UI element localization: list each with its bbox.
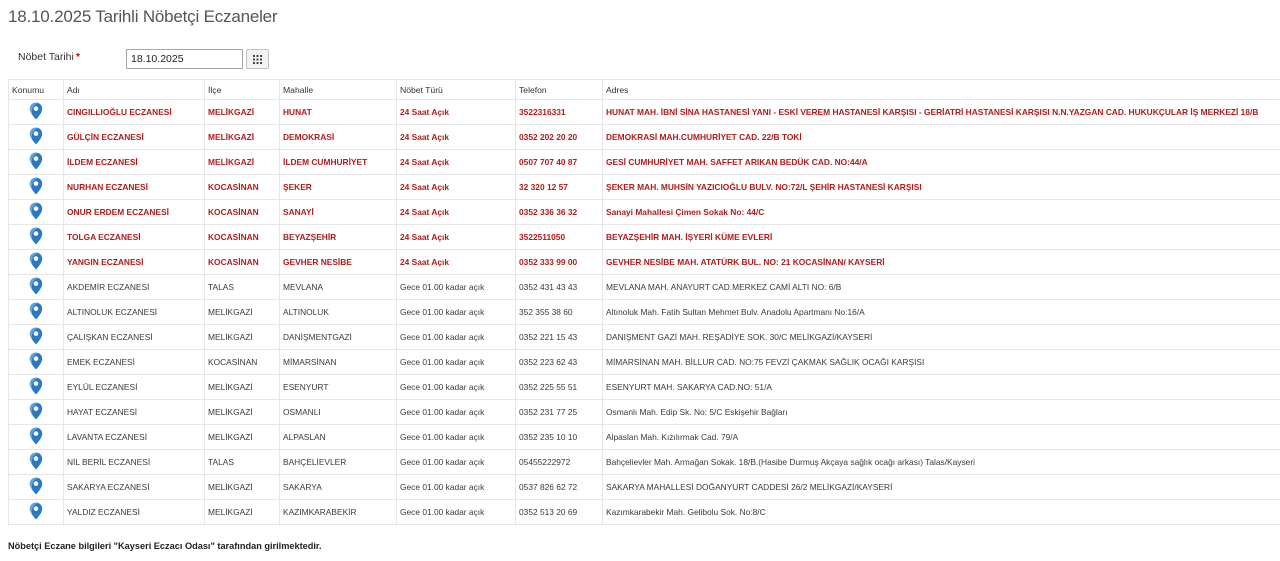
map-pin-icon[interactable] (29, 252, 43, 270)
address-cell: Kazımkarabekir Mah. Gelibolu Sok. No:8/C (603, 500, 1280, 525)
district-cell: MELİKGAZİ (205, 500, 280, 525)
map-pin-icon[interactable] (29, 477, 43, 495)
table-row[interactable] (9, 375, 1280, 400)
duty-type-cell: Gece 01.00 kadar açık (397, 400, 516, 425)
location-cell (9, 150, 64, 175)
duty-type-cell: 24 Saat Açık (397, 200, 516, 225)
table-row[interactable] (9, 500, 1280, 525)
pharmacy-name-cell: LAVANTA ECZANESİ (64, 425, 205, 450)
pharmacy-name-cell: GÜLÇİN ECZANESİ (64, 125, 205, 150)
location-cell (9, 200, 64, 225)
address-cell: Alpaslan Mah. Kızılırmak Cad. 79/A (603, 425, 1280, 450)
map-pin-icon[interactable] (29, 427, 43, 445)
duty-type-cell: Gece 01.00 kadar açık (397, 450, 516, 475)
address-cell: GESİ CUMHURİYET MAH. SAFFET ARIKAN BEDÜK CAD. NO:44/A (603, 150, 1280, 175)
pharmacy-table (8, 79, 1280, 525)
map-pin-icon[interactable] (29, 177, 43, 195)
pharmacy-name-cell: AKDEMİR ECZANESİ (64, 275, 205, 300)
map-pin-icon[interactable] (29, 227, 43, 245)
date-label: Nöbet Tarihi * (18, 51, 80, 63)
district-cell: MELİKGAZİ (205, 475, 280, 500)
district-cell: MELİKGAZİ (205, 425, 280, 450)
location-cell (9, 425, 64, 450)
location-cell (9, 100, 64, 125)
phone-cell: 0537 826 62 72 (516, 475, 603, 500)
address-cell: SAKARYA MAHALLESİ DOĞANYURT CADDESİ 26/2 MELİKGAZİ/KAYSERİ (603, 475, 1280, 500)
table-row[interactable] (9, 150, 1280, 175)
location-cell (9, 125, 64, 150)
duty-type-cell: 24 Saat Açık (397, 250, 516, 275)
pharmacy-name-cell: EYLÜL ECZANESİ (64, 375, 205, 400)
neighborhood-cell: ESENYURT (280, 375, 397, 400)
header-district[interactable]: İlçe (205, 80, 280, 100)
phone-cell: 3522316331 (516, 100, 603, 125)
required-mark: * (75, 51, 80, 63)
location-cell (9, 300, 64, 325)
duty-type-cell: 24 Saat Açık (397, 175, 516, 200)
neighborhood-cell: MİMARSİNAN (280, 350, 397, 375)
calendar-button[interactable] (246, 49, 269, 69)
phone-cell: 0352 221 15 43 (516, 325, 603, 350)
district-cell: KOCASİNAN (205, 225, 280, 250)
address-cell: BEYAZŞEHİR MAH. İŞYERİ KÜME EVLERİ (603, 225, 1280, 250)
table-row[interactable] (9, 175, 1280, 200)
duty-type-cell: Gece 01.00 kadar açık (397, 325, 516, 350)
district-cell: MELİKGAZİ (205, 150, 280, 175)
map-pin-icon[interactable] (29, 152, 43, 170)
neighborhood-cell: ALPASLAN (280, 425, 397, 450)
header-duty-type[interactable]: Nöbet Türü (397, 80, 516, 100)
map-pin-icon[interactable] (29, 302, 43, 320)
district-cell: MELİKGAZİ (205, 300, 280, 325)
address-cell: ŞEKER MAH. MUHSİN YAZICIOĞLU BULV. NO:72/L ŞEHİR HASTANESİ KARŞISI (603, 175, 1280, 200)
phone-cell: 0352 202 20 20 (516, 125, 603, 150)
table-row[interactable] (9, 225, 1280, 250)
header-address[interactable]: Adres (603, 80, 1280, 100)
map-pin-icon[interactable] (29, 327, 43, 345)
address-cell: Bahçelievler Mah. Armağan Sokak. 18/B.(Hasibe Durmuş Akçaya sağlık ocağı arkası) Talas/Kayseri (603, 450, 1280, 475)
duty-type-cell: Gece 01.00 kadar açık (397, 475, 516, 500)
address-cell: MEVLANA MAH. ANAYURT CAD.MERKEZ CAMİ ALTI NO: 6/B (603, 275, 1280, 300)
map-pin-icon[interactable] (29, 127, 43, 145)
phone-cell: 0352 223 62 43 (516, 350, 603, 375)
pharmacy-name-cell: SAKARYA ECZANESİ (64, 475, 205, 500)
neighborhood-cell: BEYAZŞEHİR (280, 225, 397, 250)
pharmacy-name-cell: YANGIN ECZANESİ (64, 250, 205, 275)
header-phone[interactable]: Telefon (516, 80, 603, 100)
neighborhood-cell: SANAYİ (280, 200, 397, 225)
pharmacy-name-cell: İLDEM ECZANESİ (64, 150, 205, 175)
duty-type-cell: Gece 01.00 kadar açık (397, 350, 516, 375)
address-cell: Altınoluk Mah. Fatih Sultan Mehmet Bulv. Anadolu Apartmanı No:16/A (603, 300, 1280, 325)
table-row[interactable] (9, 350, 1280, 375)
table-row[interactable] (9, 250, 1280, 275)
address-cell: DEMOKRASİ MAH.CUMHURİYET CAD. 22/B TOKİ (603, 125, 1280, 150)
pharmacy-name-cell: NURHAN ECZANESİ (64, 175, 205, 200)
pharmacy-name-cell: TOLGA ECZANESİ (64, 225, 205, 250)
neighborhood-cell: KAZIMKARABEKİR (280, 500, 397, 525)
duty-type-cell: Gece 01.00 kadar açık (397, 375, 516, 400)
table-row[interactable] (9, 450, 1280, 475)
duty-type-cell: 24 Saat Açık (397, 100, 516, 125)
district-cell: MELİKGAZİ (205, 375, 280, 400)
duty-type-cell: Gece 01.00 kadar açık (397, 425, 516, 450)
pharmacy-name-cell: YALDIZ ECZANESİ (64, 500, 205, 525)
phone-cell: 0352 333 99 00 (516, 250, 603, 275)
address-cell: DANIŞMENT GAZİ MAH. REŞADİYE SOK. 30/C MELİKGAZİ/KAYSERİ (603, 325, 1280, 350)
district-cell: TALAS (205, 275, 280, 300)
header-neighborhood[interactable]: Mahalle (280, 80, 397, 100)
neighborhood-cell: HUNAT (280, 100, 397, 125)
phone-cell: 0352 431 43 43 (516, 275, 603, 300)
pharmacy-name-cell: ALTINOLUK ECZANESİ (64, 300, 205, 325)
phone-cell: 05455222972 (516, 450, 603, 475)
duty-type-cell: 24 Saat Açık (397, 225, 516, 250)
location-cell (9, 275, 64, 300)
phone-cell: 3522511050 (516, 225, 603, 250)
district-cell: KOCASİNAN (205, 350, 280, 375)
table-header-row (9, 80, 1280, 100)
district-cell: TALAS (205, 450, 280, 475)
table-row[interactable] (9, 300, 1280, 325)
duty-type-cell: Gece 01.00 kadar açık (397, 275, 516, 300)
table-row[interactable] (9, 325, 1280, 350)
pharmacy-name-cell: NİL BERİL ECZANESİ (64, 450, 205, 475)
address-cell: HUNAT MAH. İBNİ SİNA HASTANESİ YANI - ESKİ VEREM HASTANESİ KARŞISI - GERİATRİ HASTANESİ KARŞISI N.N.YAZGAN CAD. HUKUKÇULAR İŞ MERKEZİ 18/B (603, 100, 1280, 125)
duty-type-cell: Gece 01.00 kadar açık (397, 500, 516, 525)
phone-cell: 0352 225 55 51 (516, 375, 603, 400)
duty-type-cell: 24 Saat Açık (397, 125, 516, 150)
table-row[interactable] (9, 400, 1280, 425)
location-cell (9, 450, 64, 475)
map-pin-icon[interactable] (29, 202, 43, 220)
footer-note: Nöbetçi Eczane bilgileri "Kayseri Eczacı Odası" tarafından girilmektedir. (8, 541, 322, 551)
table-row[interactable] (9, 475, 1280, 500)
location-cell (9, 400, 64, 425)
location-cell (9, 375, 64, 400)
phone-cell: 0352 235 10 10 (516, 425, 603, 450)
phone-cell: 0507 707 40 87 (516, 150, 603, 175)
map-pin-icon[interactable] (29, 502, 43, 520)
location-cell (9, 500, 64, 525)
table-row[interactable] (9, 125, 1280, 150)
phone-cell: 0352 231 77 25 (516, 400, 603, 425)
phone-cell: 0352 513 20 69 (516, 500, 603, 525)
table-row[interactable] (9, 200, 1280, 225)
district-cell: KOCASİNAN (205, 175, 280, 200)
neighborhood-cell: ALTINOLUK (280, 300, 397, 325)
neighborhood-cell: MEVLANA (280, 275, 397, 300)
duty-type-cell: Gece 01.00 kadar açık (397, 300, 516, 325)
address-cell: MİMARSİNAN MAH. BİLLUR CAD. NO:75 FEVZİ ÇAKMAK SAĞLIK OCAĞI KARŞISI (603, 350, 1280, 375)
location-cell (9, 325, 64, 350)
district-cell: MELİKGAZİ (205, 325, 280, 350)
location-cell (9, 475, 64, 500)
map-pin-icon[interactable] (29, 452, 43, 470)
map-pin-icon[interactable] (29, 352, 43, 370)
pharmacy-name-cell: HAYAT ECZANESİ (64, 400, 205, 425)
neighborhood-cell: BAHÇELİEVLER (280, 450, 397, 475)
address-cell: GEVHER NESİBE MAH. ATATÜRK BUL. NO: 21 KOCASİNAN/ KAYSERİ (603, 250, 1280, 275)
location-cell (9, 250, 64, 275)
district-cell: KOCASİNAN (205, 250, 280, 275)
location-cell (9, 350, 64, 375)
calendar-icon (253, 55, 262, 64)
header-name[interactable]: Adı (64, 80, 205, 100)
page-title: 18.10.2025 Tarihli Nöbetçi Eczaneler (8, 7, 278, 26)
table-row[interactable] (9, 275, 1280, 300)
address-cell: ESENYURT MAH. SAKARYA CAD.NO: 51/A (603, 375, 1280, 400)
neighborhood-cell: OSMANLI (280, 400, 397, 425)
phone-cell: 32 320 12 57 (516, 175, 603, 200)
district-cell: MELİKGAZİ (205, 125, 280, 150)
map-pin-icon[interactable] (29, 377, 43, 395)
map-pin-icon[interactable] (29, 277, 43, 295)
date-input[interactable] (126, 49, 243, 69)
neighborhood-cell: İLDEM CUMHURİYET (280, 150, 397, 175)
header-location[interactable]: Konumu (9, 80, 64, 100)
map-pin-icon[interactable] (29, 102, 43, 120)
neighborhood-cell: GEVHER NESİBE (280, 250, 397, 275)
district-cell: KOCASİNAN (205, 200, 280, 225)
pharmacy-name-cell: EMEK ECZANESİ (64, 350, 205, 375)
neighborhood-cell: SAKARYA (280, 475, 397, 500)
location-cell (9, 225, 64, 250)
table-row[interactable] (9, 425, 1280, 450)
phone-cell: 352 355 38 60 (516, 300, 603, 325)
neighborhood-cell: DANİŞMENTGAZİ (280, 325, 397, 350)
location-cell (9, 175, 64, 200)
address-cell: Sanayi Mahallesi Çimen Sokak No: 44/C (603, 200, 1280, 225)
phone-cell: 0352 336 36 32 (516, 200, 603, 225)
map-pin-icon[interactable] (29, 402, 43, 420)
duty-type-cell: 24 Saat Açık (397, 150, 516, 175)
neighborhood-cell: ŞEKER (280, 175, 397, 200)
district-cell: MELİKGAZİ (205, 400, 280, 425)
table-row[interactable] (9, 100, 1280, 125)
pharmacy-name-cell: ONUR ERDEM ECZANESİ (64, 200, 205, 225)
pharmacy-name-cell: CINGILLIOĞLU ECZANESİ (64, 100, 205, 125)
address-cell: Osmanlı Mah. Edip Sk. No: 5/C Eskişehir Bağları (603, 400, 1280, 425)
neighborhood-cell: DEMOKRASİ (280, 125, 397, 150)
pharmacy-name-cell: ÇALIŞKAN ECZANESİ (64, 325, 205, 350)
district-cell: MELİKGAZİ (205, 100, 280, 125)
